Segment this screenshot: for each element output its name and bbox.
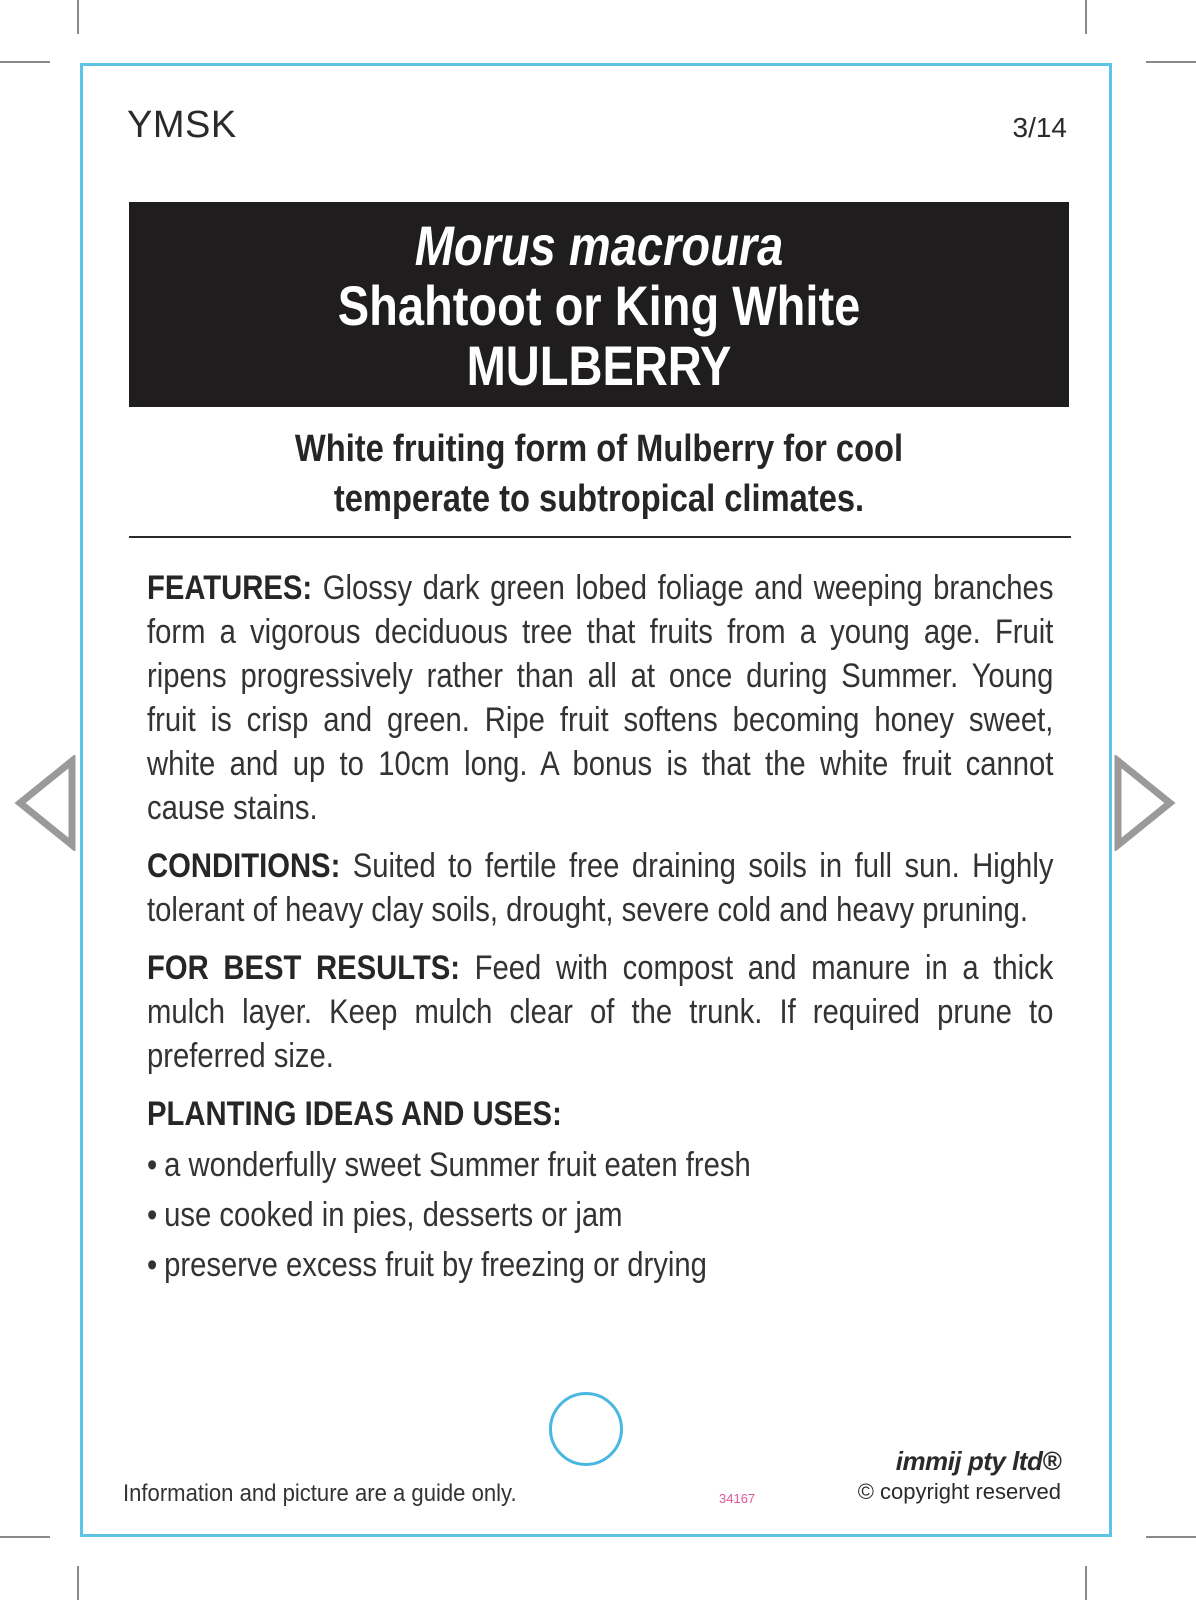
list-item-text: use cooked in pies, desserts or jam [164,1196,623,1234]
best-results-section [147,946,1053,1078]
list-item-text: preserve excess fruit by freezing or drying [164,1246,707,1284]
page-count: 3/14 [1012,112,1067,143]
conditions-heading: CONDITIONS: [147,847,341,885]
crop-mark [77,0,79,34]
list-item-text: a wonderfully sweet Summer fruit eaten fresh [164,1146,751,1184]
crop-mark [1146,1536,1196,1538]
features-section [147,566,1053,830]
bullet-icon: • [147,1246,158,1284]
common-name: Shahtoot or King White [337,274,861,337]
subtitle-line: temperate to subtropical climates. [333,478,865,520]
list-item [147,1240,1053,1290]
hang-hole-icon [549,1392,623,1466]
plant-label-card [80,63,1112,1537]
brand-name: immij pty ltd® [895,1446,1061,1476]
list-item [147,1190,1053,1240]
bullet-icon: • [147,1196,158,1234]
disclaimer: Information and picture are a guide only. [123,1480,517,1507]
conditions-text: Suited to fertile free draining soils in full sun. Highly tolerant of heavy clay soils, drought, severe cold and heavy pruning. [147,847,1054,929]
uses-heading: PLANTING IDEAS AND USES: [147,1095,562,1133]
conditions-section [147,844,1053,932]
next-arrow-icon[interactable] [1112,755,1176,851]
uses-list [147,1140,1053,1290]
plant-type: MULBERRY [466,334,732,397]
best-results-heading: FOR BEST RESULTS: [147,949,461,987]
list-item [147,1140,1053,1190]
crop-mark [0,61,50,63]
subtitle [195,424,1003,524]
features-text: Glossy dark green lobed foliage and weeping branches form a vigorous deciduous tree that fruits from a young age. Fruit ripens progressively rather than all at once during Summer. Young fruit is crisp and green. Ripe fruit softens becoming honey sweet, white and up to 10cm long. A bonus is that the white fruit cannot cause stains. [147,569,1054,827]
print-code: 34167 [719,1491,756,1506]
subtitle-line: White fruiting form of Mulberry for cool [294,428,904,470]
features-heading: FEATURES: [147,569,313,607]
crop-mark [0,1536,50,1538]
divider [129,536,1071,538]
botanical-name: Morus macroura [414,214,784,277]
crop-mark [1085,1566,1087,1600]
product-code: YMSK [127,104,237,146]
best-results-text: Feed with compost and manure in a thick mulch layer. Keep mulch clear of the trunk. If required prune to preferred size. [147,949,1054,1075]
crop-mark [77,1566,79,1600]
bullet-icon: • [147,1146,158,1184]
previous-arrow-icon[interactable] [14,755,78,851]
title-banner [129,202,1069,407]
crop-mark [1146,61,1196,63]
crop-mark [1085,0,1087,34]
brand-block [858,1446,1061,1505]
label-body [147,566,1053,1290]
copyright: © copyright reserved [857,1479,1061,1504]
